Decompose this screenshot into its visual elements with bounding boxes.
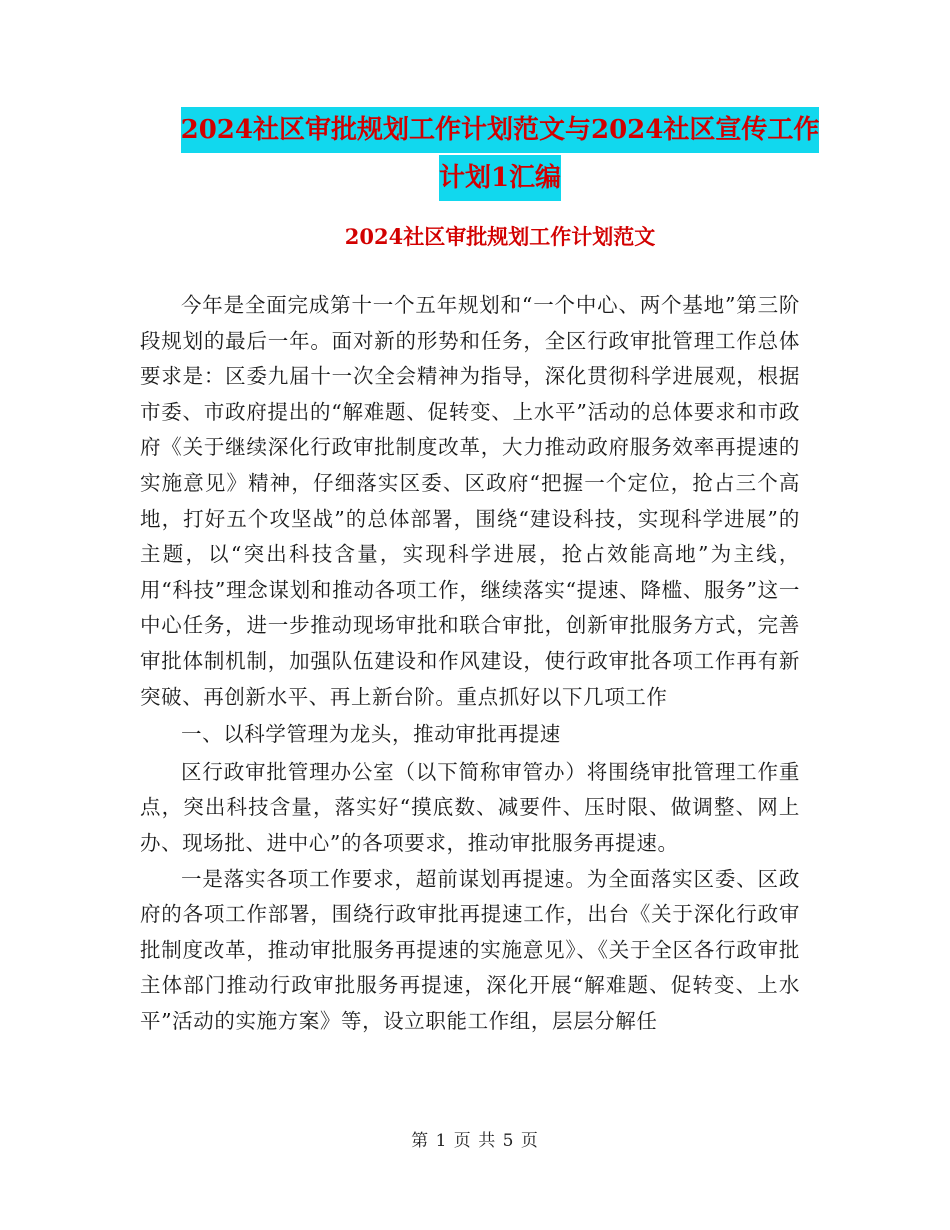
- document-title-line-2: 计划1汇编: [439, 155, 561, 201]
- document-title: [140, 106, 860, 202]
- section-title: 2024社区审批规划工作计划范文: [344, 224, 656, 249]
- paragraph-point-1: 一是落实各项工作要求，超前谋划再提速。为全面落实区委、区政府的各项工作部署，围绕行政审批再提速工作，出台《关于深化行政审批制度改革，推动审批服务再提速的实施意见》、《关于全区各行政审批主体部门推动行政审批服务再提速，深化开展“解难题、促转变、上水平”活动的实施方案》等，设立职能工作组，层层分解任: [140, 866, 800, 1033]
- paragraph-intro: 今年是全面完成第十一个五年规划和“一个中心、两个基地”第三阶段规划的最后一年。面对新的形势和任务，全区行政审批管理工作总体要求是：区委九届十一次全会精神为指导，深化贯彻科学进展观，根据市委、市政府提出的“解难题、促转变、上水平”活动的总体要求和市政府《关于继续深化行政审批制度改革，大力推动政府服务效率再提速的实施意见》精神，仔细落实区委、区政府“把握一个定位，抢占三个高地，打好五个攻坚战”的总体部署，围绕“建设科技，实现科学进展”的主题，以“突出科技含量，实现科学进展，抢占效能高地”为主线，用“科技”理念谋划和推动各项工作，继续落实“提速、降槛、服务”这一中心任务，进一步推动现场审批和联合审批，创新审批服务方式，完善审批体制机制，加强队伍建设和作风建设，使行政审批各项工作再有新突破、再创新水平、再上新台阶。重点抓好以下几项工作: [140, 293, 800, 709]
- paragraph-office: 区行政审批管理办公室（以下简称审管办）将围绕审批管理工作重点，突出科技含量，落实好“摸底数、减要件、压时限、做调整、网上办、现场批、进中心”的各项要求，推动审批服务再提速。: [140, 759, 800, 855]
- paragraph-heading-1: 一、以科学管理为龙头，推动审批再提速: [181, 722, 561, 747]
- page-footer: 第 1 页 共 5 页: [411, 1131, 539, 1151]
- document-body: [140, 288, 800, 1039]
- document-title-line-1: 2024社区审批规划工作计划范文与2024社区宣传工作: [181, 107, 820, 153]
